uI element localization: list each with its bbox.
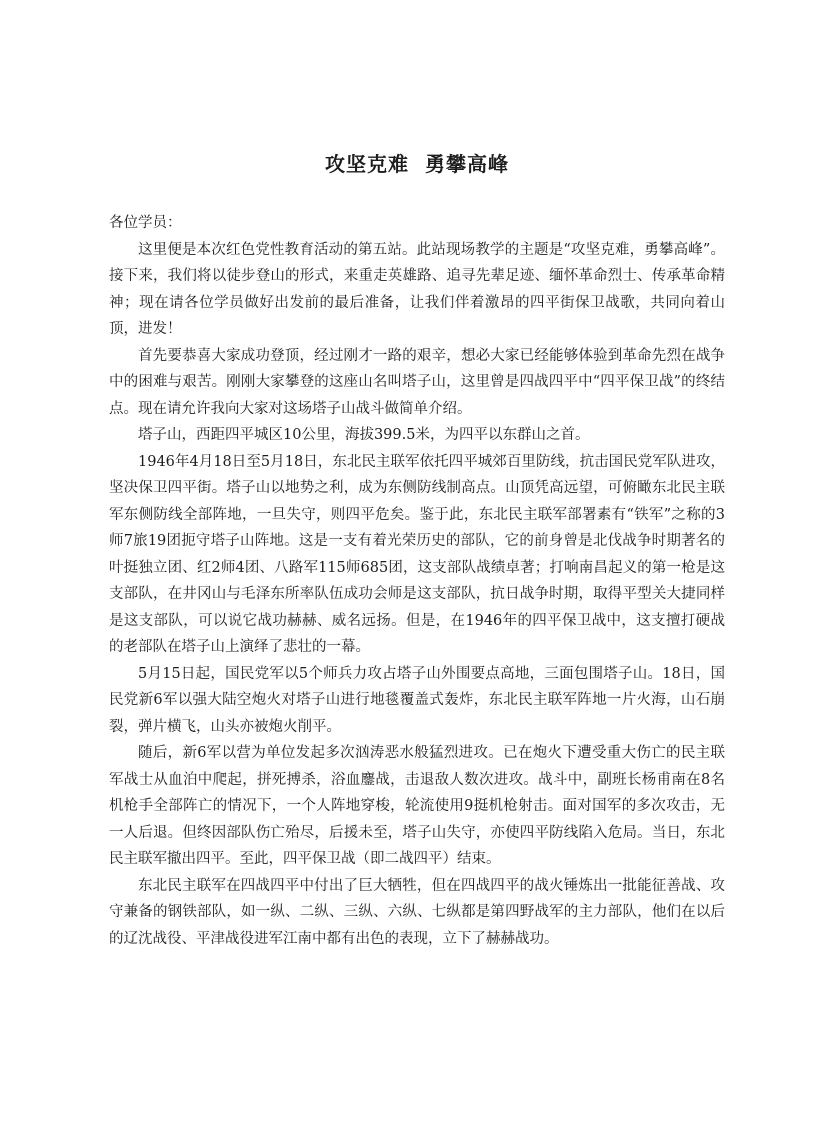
paragraph-summit: 首先要恭喜大家成功登顶，经过刚才一路的艰辛，想必大家已经能够体验到革命先烈在战争中的困难与艰苦。刚刚大家攀登的这座山名叫塔子山，这里曾是四战四平中“四平保卫战”的终结点。现在请允许我向大家对这场塔子山战斗做简单介绍。	[109, 347, 725, 417]
paragraph-location: 塔子山，西距四平城区10公里，海拔399.5米，为四平以东群山之首。	[138, 427, 590, 443]
paragraph-battle: 随后，新6军以营为单位发起多次汹涛恶水般猛烈进攻。已在炮火下遭受重大伤亡的民主联军战士从血泊中爬起，拼死搏杀，浴血鏖战，击退敌人数次进攻。战斗中，副班长杨甫南在8名机枪手全部阵亡的情况下，一个人阵地穿梭，轮流使用9挺机枪射击。面对国军的多次攻击，无一人后退。但终因部队伤亡殆尽，后援未至，塔子山失守，亦使四平防线陷入危局。当日，东北民主联军撤出四平。至此，四平保卫战（即二战四平）结束。	[109, 745, 725, 867]
paragraph-siege: 5月15日起，国民党军以5个师兵力攻占塔子山外围要点高地，三面包围塔子山。18日，国民党新6军以强大陆空炮火对塔子山进行地毯覆盖式轰炸，东北民主联军阵地一片火海，山石崩裂，弹片横飞，山头亦被炮火削平。	[109, 665, 725, 735]
paragraph-history: 1946年4月18日至5月18日，东北民主联军依托四平城郊百里防线，抗击国民党军队进攻，坚决保卫四平街。塔子山以地势之利，成为东侧防线制高点。山顶凭高远望，可俯瞰东北民主联军东侧防线全部阵地，一旦失守，则四平危矣。鉴于此，东北民主联军部署素有“铁军”之称的3师7旅19团扼守塔子山阵地。这是一支有着光荣历史的部队，它的前身曾是北伐战争时期著名的叶挺独立团、红2师4团、八路军115师685团，这支部队战绩卓著；打响南昌起义的第一枪是这支部队，在井冈山与毛泽东所率队伍成功会师是这支部队，抗日战争时期，取得平型关大捷同样是这支部队，可以说它战功赫赫、威名远扬。但是，在1946年的四平保卫战中，这支擅打硬战的老部队在塔子山上演绎了悲壮的一幕。	[109, 453, 725, 655]
paragraph-intro: 这里便是本次红色党性教育活动的第五站。此站现场教学的主题是“攻坚克难，勇攀高峰”。接下来，我们将以徒步登山的形式，来重走英雄路、追寻先辈足迹、缅怀革命烈士、传承革命精神；现在请各位学员做好出发前的最后准备，让我们伴着激昂的四平街保卫战歌，共同向着山顶，进发！	[109, 241, 725, 337]
paragraph-conclusion: 东北民主联军在四战四平中付出了巨大牺牲，但在四战四平的战火锤炼出一批能征善战、攻守兼备的钢铁部队，如一纵、二纵、三纵、六纵、七纵都是第四野战军的主力部队，他们在以后的辽沈战役、平津战役进军江南中都有出色的表现，立下了赫赫战功。	[109, 877, 725, 947]
document-title: 攻坚克难 勇攀高峰	[325, 152, 509, 176]
document-page	[109, 146, 725, 952]
salutation: 各位学员：	[109, 215, 182, 231]
